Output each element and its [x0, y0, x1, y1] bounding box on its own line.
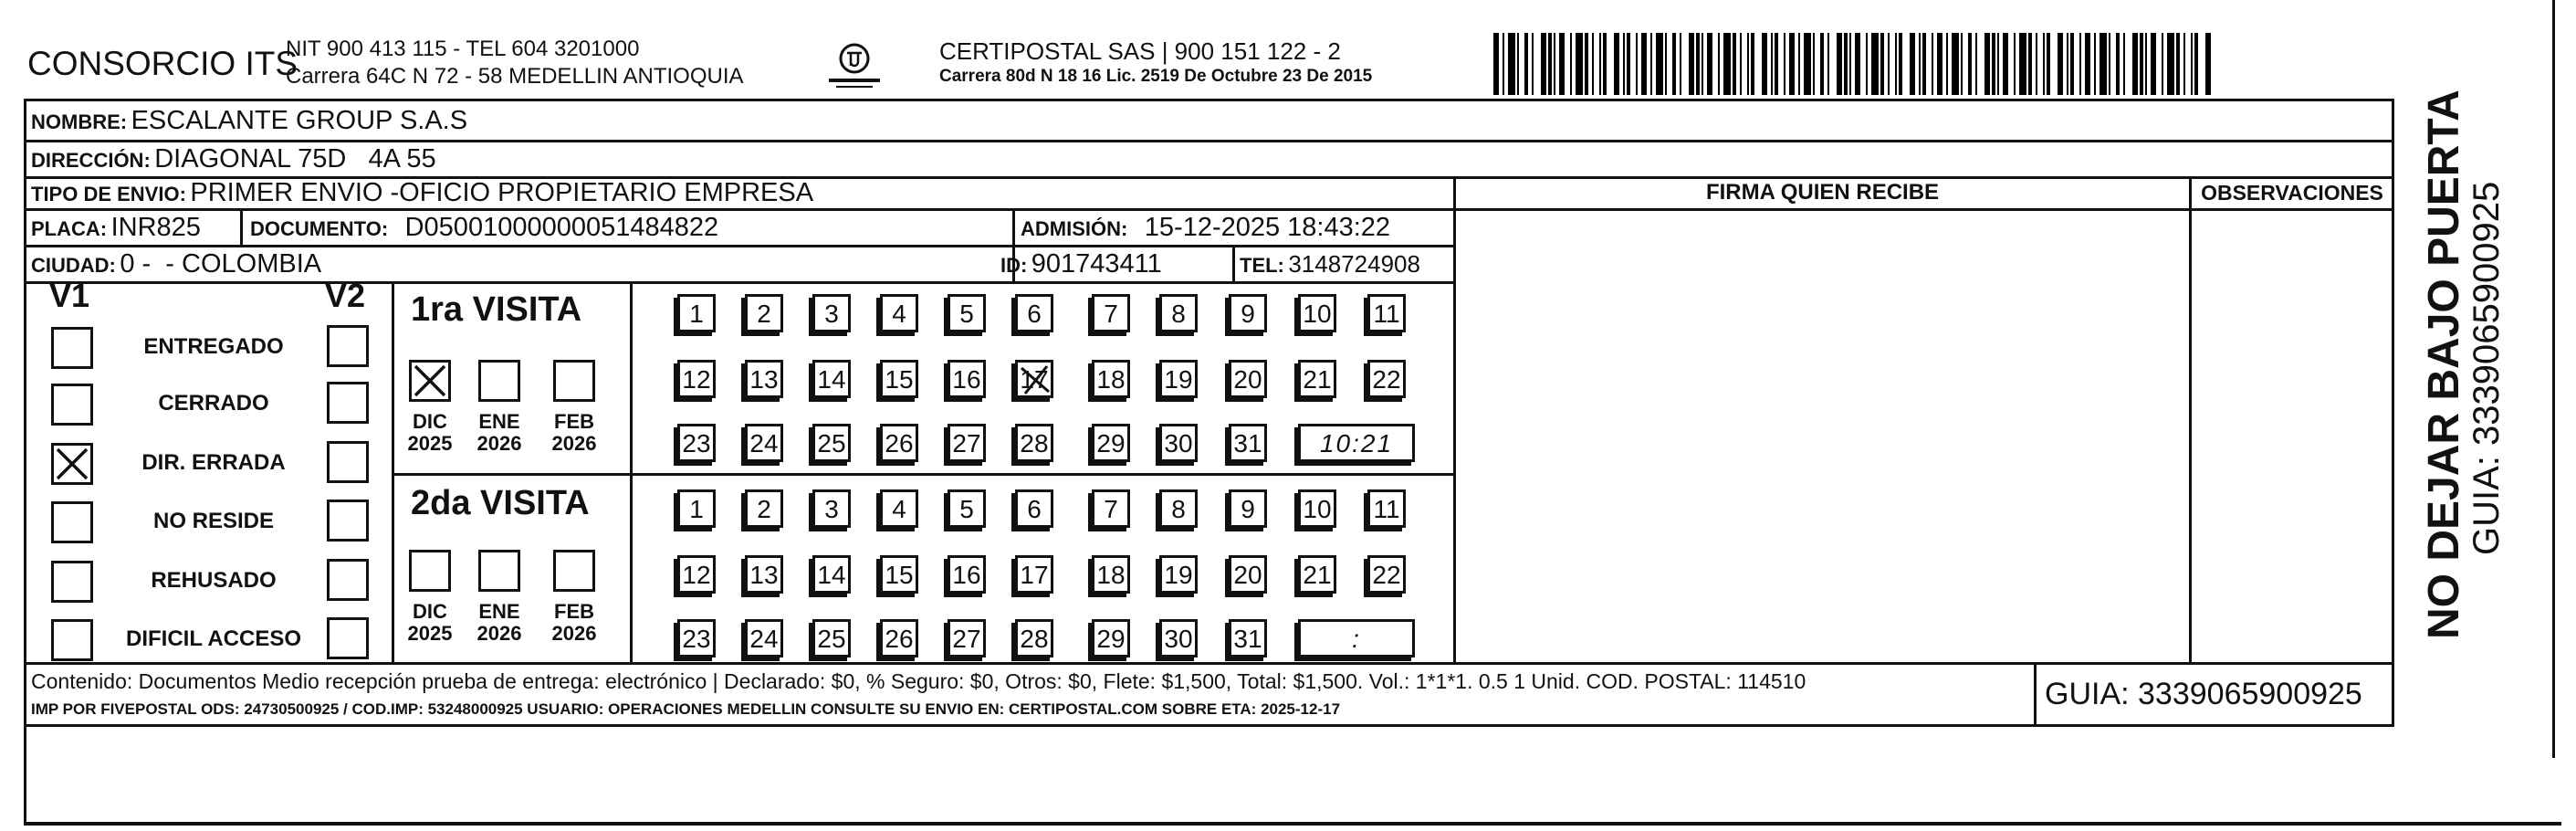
day-box[interactable] — [677, 360, 716, 398]
v1-label: V1 — [49, 277, 90, 314]
status-option-label: ENTREGADO — [143, 334, 284, 359]
day-number: 4 — [892, 495, 906, 523]
day-number: 9 — [1241, 300, 1255, 328]
day-box[interactable] — [1159, 555, 1198, 594]
day-number: 5 — [959, 495, 974, 523]
barcode-bar — [1723, 33, 1731, 95]
day-number: 3 — [824, 495, 839, 523]
day-box[interactable] — [677, 489, 716, 528]
barcode-bar — [1871, 33, 1879, 95]
sender-nit-line: NIT 900 413 115 - TEL 604 3201000 — [286, 37, 640, 61]
day-number: 26 — [885, 625, 914, 653]
certipostal-logo — [811, 40, 898, 95]
checked-x-icon — [54, 446, 90, 487]
day-box[interactable] — [1092, 619, 1130, 657]
barcode-bar — [2050, 33, 2058, 95]
day-box[interactable] — [948, 489, 986, 528]
day-box[interactable] — [880, 424, 918, 462]
barcode-bar — [2125, 33, 2132, 95]
tel-field — [1240, 247, 1420, 285]
day-box[interactable] — [1159, 424, 1198, 462]
day-box[interactable] — [812, 360, 851, 398]
day-box[interactable] — [1092, 424, 1130, 462]
day-box[interactable] — [948, 294, 986, 332]
barcode-bar — [1902, 33, 1910, 95]
day-number: 13 — [749, 561, 779, 589]
id-label: ID: — [1000, 254, 1028, 277]
day-box[interactable] — [1159, 489, 1198, 528]
day-number: 2 — [757, 300, 771, 328]
recipient-address-field — [31, 142, 436, 180]
day-box[interactable] — [1159, 360, 1198, 398]
day-box[interactable] — [1298, 555, 1336, 594]
day-number: 10 — [1303, 300, 1332, 328]
checked-x-icon — [412, 363, 448, 404]
carrier-line: CERTIPOSTAL SAS | 900 151 122 - 2 — [939, 37, 1341, 65]
day-box[interactable] — [880, 555, 918, 594]
city-value: 0 - - COLOMBIA — [120, 249, 322, 279]
day-number: 13 — [749, 365, 779, 394]
month-year: 2026 — [476, 432, 522, 455]
day-box[interactable] — [1367, 489, 1406, 528]
status-option-label: REHUSADO — [151, 568, 277, 593]
day-box[interactable] — [1367, 360, 1406, 398]
month-year: 2026 — [476, 622, 522, 645]
visit2-title: 2da VISITA — [411, 484, 590, 522]
day-box[interactable] — [745, 489, 783, 528]
day-number: 31 — [1233, 625, 1262, 653]
day-box[interactable] — [1015, 555, 1053, 594]
day-number: 9 — [1241, 495, 1255, 523]
day-box[interactable] — [812, 294, 851, 332]
v1-checkbox[interactable] — [51, 501, 93, 543]
day-box[interactable] — [1229, 619, 1267, 657]
day-box[interactable] — [1298, 294, 1336, 332]
day-box[interactable] — [1298, 360, 1336, 398]
handwritten-mark-icon — [1016, 361, 1054, 408]
day-number: 22 — [1372, 365, 1401, 394]
day-number: 28 — [1020, 625, 1049, 653]
day-box[interactable] — [1092, 555, 1130, 594]
day-box[interactable] — [880, 619, 918, 657]
city-label: CIUDAD: — [31, 254, 116, 277]
document-label: DOCUMENTO: — [250, 217, 389, 240]
month-year: 2026 — [551, 622, 597, 645]
day-number: 21 — [1303, 561, 1332, 589]
barcode-bar — [1534, 33, 1541, 95]
shipment-type-value: PRIMER ENVIO -OFICIO PROPIETARIO EMPRESA — [190, 178, 814, 207]
day-box[interactable] — [745, 619, 783, 657]
barcode-bar — [2100, 33, 2107, 95]
visit1-title: 1ra VISITA — [411, 290, 582, 329]
day-box[interactable] — [812, 555, 851, 594]
day-box[interactable] — [745, 424, 783, 462]
day-number: 17 — [1020, 561, 1049, 589]
month-label: DIC — [413, 600, 447, 623]
day-number: 8 — [1171, 300, 1186, 328]
imp-line: IMP POR FIVEPOSTAL ODS: 24730500925 / COD.IMP: 53248000925 USUARIO: OPERACIONES MEDELLIN CONSULTE SU ENVIO EN: CERTIPOSTAL.COM SOBRE ETA: 2025-12-17 — [31, 700, 1341, 718]
barcode-bar — [2167, 33, 2174, 95]
carrier-address-line: Carrera 80d N 18 16 Lic. 2519 De Octubre 23 De 2015 — [939, 67, 1373, 86]
v2-checkbox[interactable] — [327, 325, 369, 367]
status-option-label: NO RESIDE — [152, 509, 275, 533]
day-box[interactable] — [1159, 619, 1198, 657]
day-box[interactable] — [745, 360, 783, 398]
day-box[interactable] — [1229, 489, 1267, 528]
day-box[interactable] — [1229, 424, 1267, 462]
plate-label: PLACA: — [31, 217, 108, 240]
barcode-bar — [2198, 33, 2205, 95]
admission-value: 15-12-2025 18:43:22 — [1144, 213, 1391, 242]
day-number: 11 — [1373, 300, 1400, 328]
barcode-bar — [1754, 33, 1762, 95]
document-field — [250, 211, 718, 248]
plate-value: INR825 — [110, 213, 201, 242]
day-box[interactable] — [677, 619, 716, 657]
day-number: 25 — [817, 625, 846, 653]
month-label: ENE — [478, 410, 520, 433]
sender-name: CONSORCIO ITS — [27, 45, 298, 82]
barcode-bar — [2211, 33, 2215, 95]
day-number: 16 — [952, 561, 981, 589]
day-number: 5 — [959, 300, 974, 328]
day-number: 6 — [1027, 300, 1042, 328]
month-checkbox[interactable] — [478, 360, 520, 402]
time-box[interactable] — [1298, 619, 1415, 657]
day-box[interactable] — [1367, 555, 1406, 594]
recipient-name-label: NOMBRE: — [31, 110, 128, 133]
month-checkbox[interactable] — [409, 550, 451, 592]
day-number: 28 — [1020, 429, 1049, 458]
recipient-address-label: DIRECCIÓN: — [31, 149, 151, 172]
day-box[interactable] — [1092, 489, 1130, 528]
barcode-bar — [1952, 33, 1959, 95]
day-box[interactable] — [1229, 294, 1267, 332]
day-number: 1 — [689, 495, 704, 523]
month-checkbox[interactable] — [409, 360, 451, 402]
content-line: Contenido: Documentos Medio recepción prueba de entrega: electrónico | Declarado: $0, % Seguro: $0, Otros: $0, Flete: $1,500, Total: $1,500. Vol.: 1*1*1. 0.5 1 Unid. COD. POSTAL: 114510 — [31, 669, 1806, 693]
day-number: 20 — [1233, 561, 1262, 589]
day-number: 20 — [1233, 365, 1262, 394]
month-label: FEB — [554, 410, 594, 433]
day-number: 23 — [682, 429, 711, 458]
day-number: 25 — [817, 429, 846, 458]
day-number: 8 — [1171, 495, 1186, 523]
observations-header: OBSERVACIONES — [2201, 181, 2383, 205]
status-option-label: DIR. ERRADA — [141, 450, 286, 475]
side-guia: GUIA: 3339065900925 — [2466, 181, 2507, 555]
day-number: 26 — [885, 429, 914, 458]
day-number: 18 — [1096, 561, 1126, 589]
month-checkbox[interactable] — [553, 360, 595, 402]
day-number: 23 — [682, 625, 711, 653]
month-year: 2025 — [407, 432, 453, 455]
day-number: 22 — [1372, 561, 1401, 589]
shipment-type-label: TIPO DE ENVIO: — [31, 183, 186, 205]
barcode-bar — [1656, 33, 1663, 95]
month-label: FEB — [554, 600, 594, 623]
time-box[interactable] — [1298, 424, 1415, 462]
v1-checkbox[interactable] — [51, 561, 93, 603]
day-box[interactable] — [812, 619, 851, 657]
time-value: 10:21 — [1319, 429, 1394, 458]
document-value: D05001000000051484822 — [404, 213, 719, 242]
day-number: 15 — [885, 365, 914, 394]
day-number: 16 — [952, 365, 981, 394]
barcode-bar — [1829, 33, 1837, 95]
v1-checkbox[interactable] — [51, 327, 93, 369]
day-box[interactable] — [1092, 360, 1130, 398]
day-box[interactable] — [677, 424, 716, 462]
day-number: 29 — [1096, 625, 1126, 653]
day-number: 19 — [1164, 365, 1193, 394]
barcode-bar — [1977, 33, 1984, 95]
v2-checkbox[interactable] — [327, 500, 369, 542]
day-box[interactable] — [677, 294, 716, 332]
sender-address-line: Carrera 64C N 72 - 58 MEDELLIN ANTIOQUIA — [286, 64, 744, 89]
day-number: 4 — [892, 300, 906, 328]
day-box[interactable] — [1015, 360, 1053, 398]
day-number: 14 — [817, 365, 846, 394]
day-box[interactable] — [1229, 555, 1267, 594]
day-box[interactable] — [880, 294, 918, 332]
day-box[interactable] — [1367, 294, 1406, 332]
day-box[interactable] — [880, 489, 918, 528]
admission-field — [1021, 211, 1390, 248]
day-number: 31 — [1233, 429, 1262, 458]
day-number: 11 — [1373, 495, 1400, 523]
day-box[interactable] — [745, 555, 783, 594]
month-year: 2025 — [407, 622, 453, 645]
day-box[interactable] — [948, 424, 986, 462]
side-warning: NO DEJAR BAJO PUERTA — [2420, 89, 2468, 639]
day-number: 2 — [757, 495, 771, 523]
day-number: 10 — [1303, 495, 1332, 523]
day-number: 30 — [1164, 625, 1193, 653]
barcode-bar — [1576, 33, 1583, 95]
day-number: 12 — [682, 365, 711, 394]
day-box[interactable] — [1229, 360, 1267, 398]
barcode-bar — [1508, 33, 1515, 95]
day-number: 24 — [749, 625, 779, 653]
tel-value: 3148724908 — [1288, 250, 1420, 278]
month-checkbox[interactable] — [553, 550, 595, 592]
day-box[interactable] — [948, 555, 986, 594]
shipment-type-field — [31, 176, 813, 214]
day-box[interactable] — [1015, 294, 1053, 332]
day-number: 29 — [1096, 429, 1126, 458]
v1-checkbox[interactable] — [51, 384, 93, 426]
day-box[interactable] — [1015, 489, 1053, 528]
guia-box: GUIA: 3339065900925 — [2045, 677, 2362, 711]
status-option-label: DIFICIL ACCESO — [125, 626, 301, 651]
recipient-name-value: ESCALANTE GROUP S.A.S — [131, 106, 468, 135]
plate-field — [31, 211, 201, 248]
v2-label: V2 — [325, 277, 366, 314]
recipient-address-value: DIAGONAL 75D 4A 55 — [154, 144, 436, 174]
day-number: 12 — [682, 561, 711, 589]
day-number: 7 — [1104, 300, 1118, 328]
v2-checkbox[interactable] — [327, 441, 369, 483]
day-number: 1 — [689, 300, 704, 328]
barcode-bar — [1681, 33, 1689, 95]
day-box[interactable] — [1015, 619, 1053, 657]
day-box[interactable] — [948, 619, 986, 657]
v1-checkbox[interactable] — [51, 619, 93, 661]
barcode-bar — [1804, 33, 1811, 95]
v1-checkbox[interactable] — [51, 443, 93, 485]
tel-label: TEL: — [1240, 254, 1284, 277]
admission-label: ADMISIÓN: — [1021, 217, 1128, 240]
day-number: 15 — [885, 561, 914, 589]
status-option-label: CERRADO — [158, 391, 269, 416]
barcode-bar — [2019, 33, 2026, 95]
id-value: 901743411 — [1031, 249, 1162, 279]
day-box[interactable] — [948, 360, 986, 398]
day-box[interactable] — [812, 424, 851, 462]
month-label: DIC — [413, 410, 447, 433]
recipient-name-field — [31, 104, 467, 142]
time-value: : — [1352, 625, 1361, 653]
day-box[interactable] — [880, 360, 918, 398]
barcode-bar — [1607, 33, 1614, 95]
signature-header: FIRMA QUIEN RECIBE — [1705, 180, 1940, 205]
day-number: 14 — [817, 561, 846, 589]
day-box[interactable] — [745, 294, 783, 332]
month-checkbox[interactable] — [478, 550, 520, 592]
v2-checkbox[interactable] — [327, 617, 369, 659]
day-box[interactable] — [1015, 424, 1053, 462]
v2-checkbox[interactable] — [327, 559, 369, 601]
day-number: 3 — [824, 300, 839, 328]
day-number: 27 — [952, 625, 981, 653]
day-number: 27 — [952, 429, 981, 458]
day-number: 7 — [1104, 495, 1118, 523]
day-number: 24 — [749, 429, 779, 458]
id-field — [1000, 247, 1162, 285]
day-number: 18 — [1096, 365, 1126, 394]
barcode-icon — [1493, 33, 2218, 95]
day-number: 30 — [1164, 429, 1193, 458]
day-box[interactable] — [812, 489, 851, 528]
day-number: 6 — [1027, 495, 1042, 523]
day-box[interactable] — [1159, 294, 1198, 332]
month-year: 2026 — [551, 432, 597, 455]
day-box[interactable] — [1298, 489, 1336, 528]
month-label: ENE — [478, 600, 520, 623]
day-box[interactable] — [1092, 294, 1130, 332]
day-number: 17 — [1020, 365, 1049, 394]
v2-checkbox[interactable] — [327, 382, 369, 424]
day-number: 19 — [1164, 561, 1193, 589]
day-number: 21 — [1303, 365, 1332, 394]
day-box[interactable] — [677, 555, 716, 594]
